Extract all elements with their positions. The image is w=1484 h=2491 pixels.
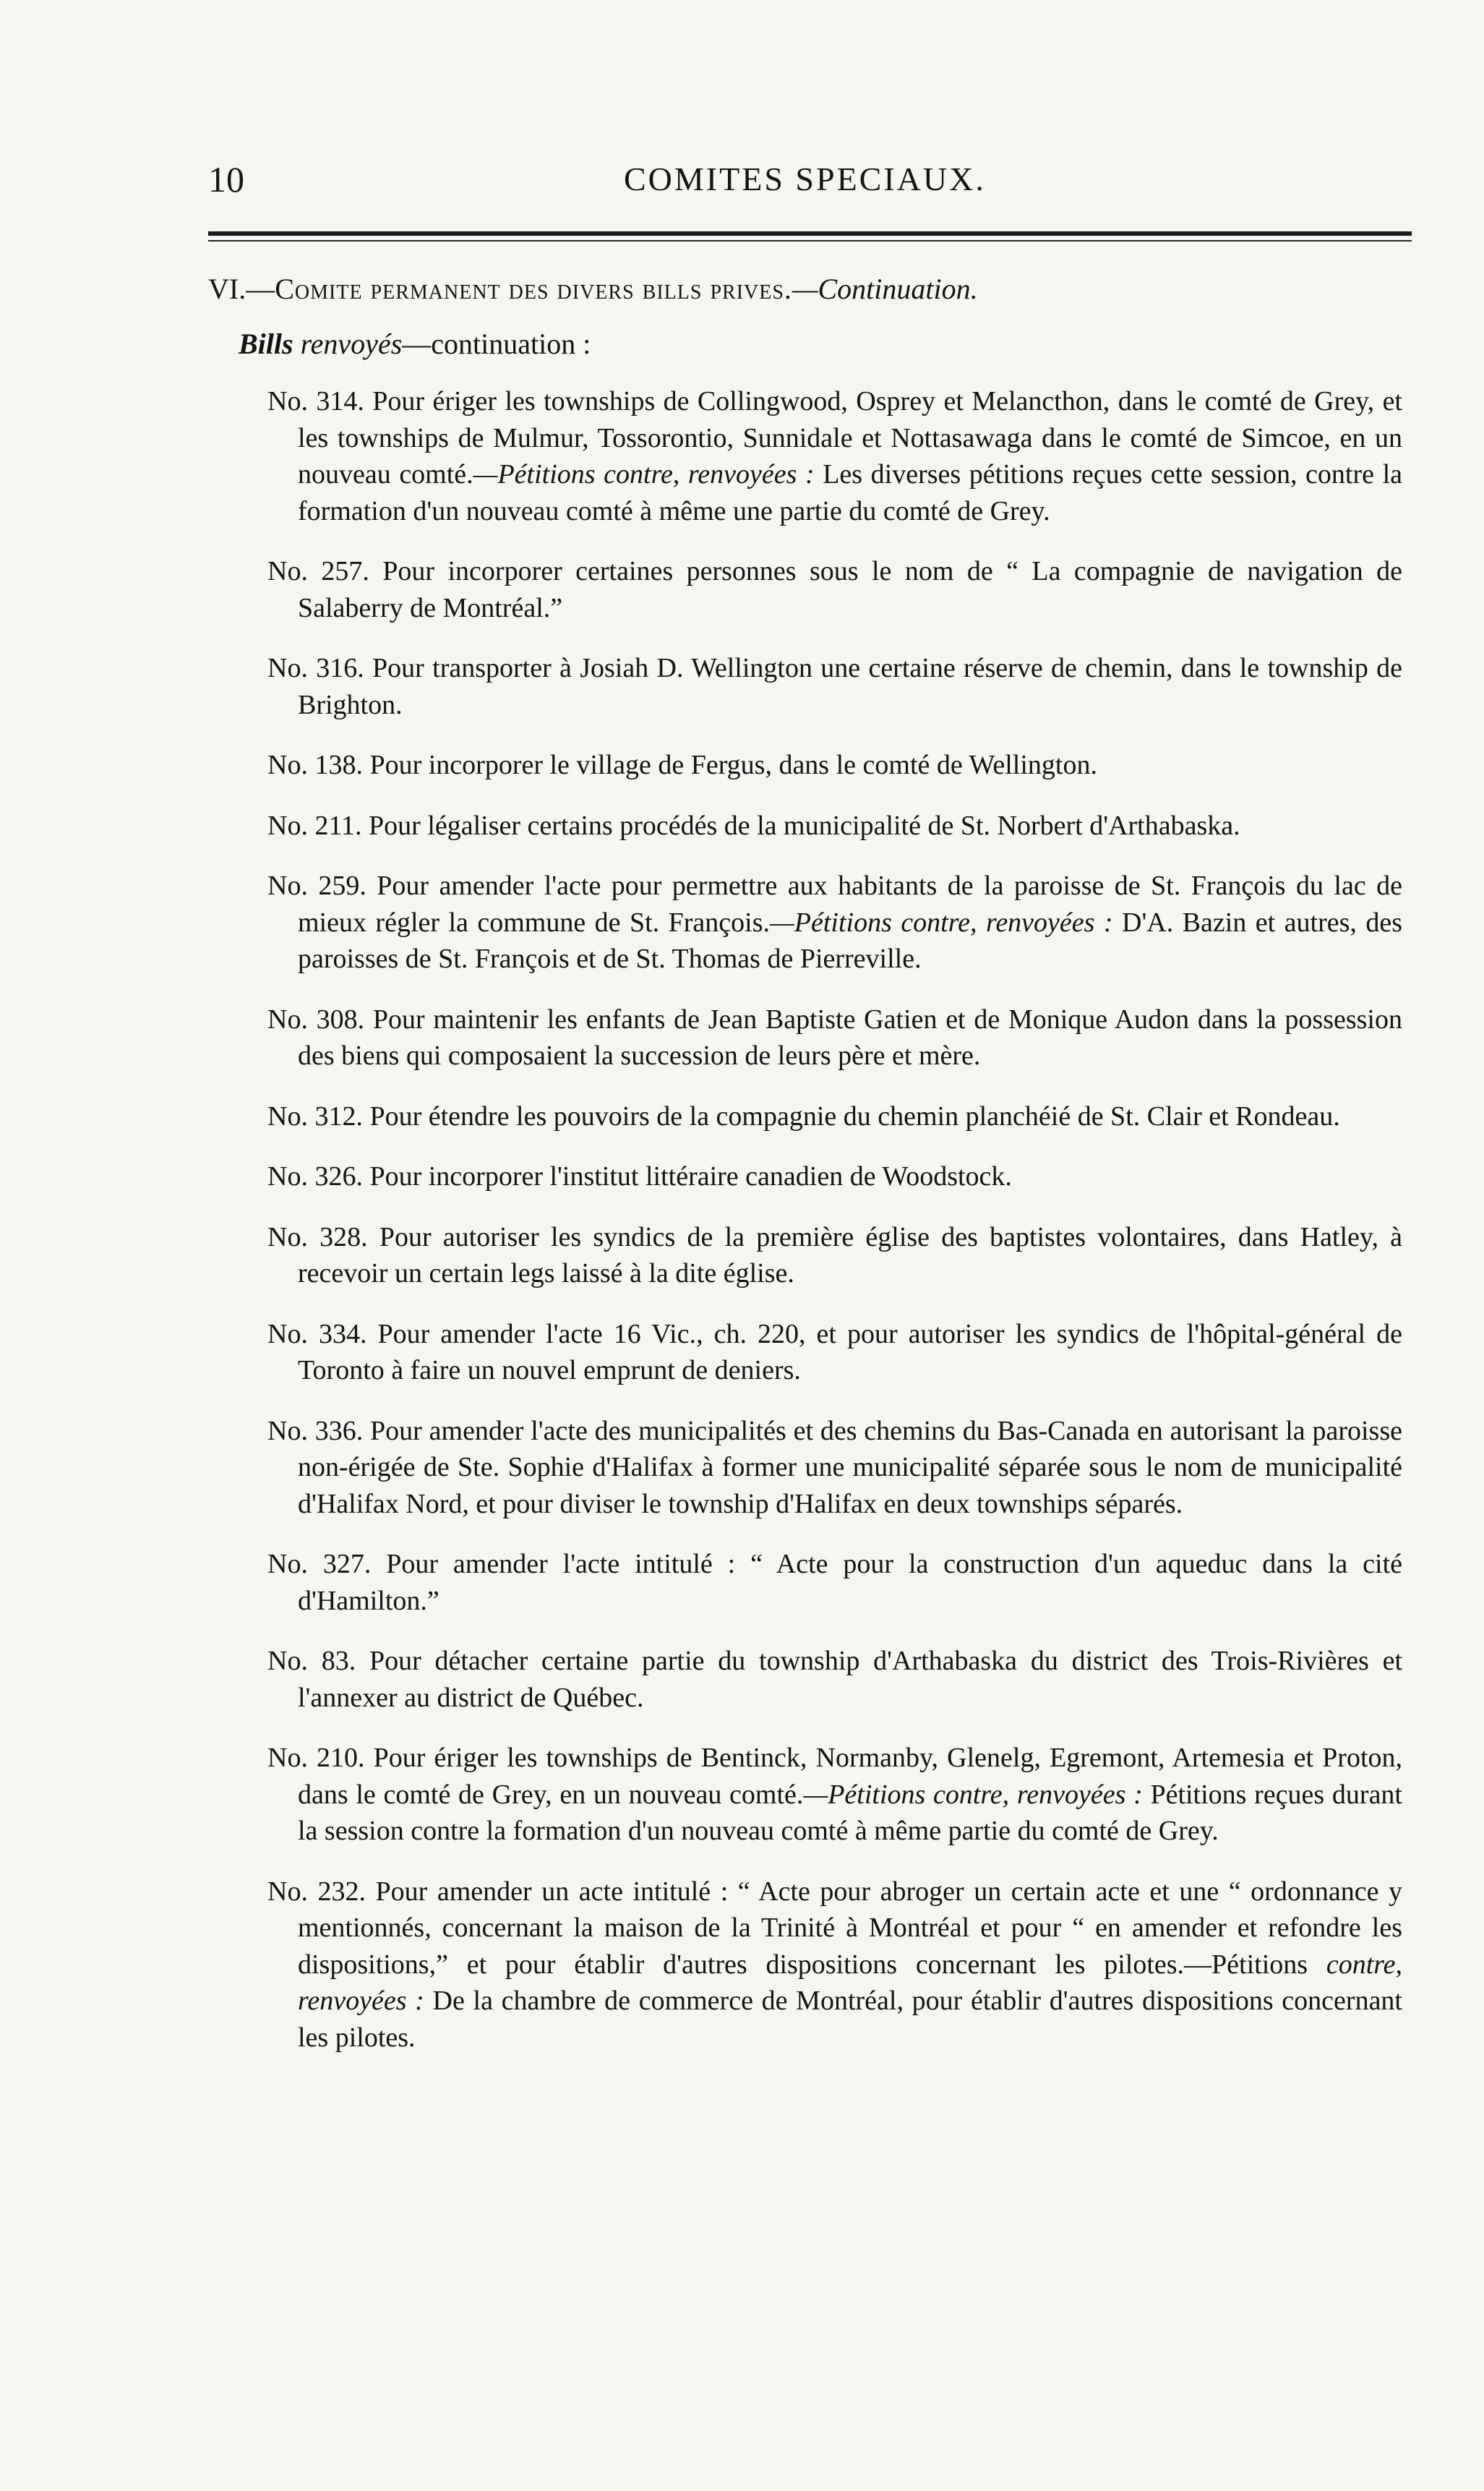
bill-number: No. 83. (267, 1646, 356, 1676)
subheading (239, 324, 591, 364)
bill-number: No. 259. (267, 871, 366, 901)
bill-number: No. 138. (267, 750, 363, 780)
bill-entry (267, 808, 1402, 845)
page-header (208, 158, 1401, 208)
bill-entry (267, 1316, 1402, 1389)
bill-text: Pour maintenir les enfants de Jean Baptiste Gatien et de Monique Audon dans la possession des biens qui composaient la succession de leurs père et mère. (298, 1004, 1402, 1071)
petition-label: —Pétitions contre, renvoyées : (473, 459, 815, 490)
bill-entry (267, 1158, 1402, 1195)
bill-number: No. 316. (267, 653, 364, 683)
bill-text: Pour amender l'acte des municipalités et des chemins du Bas-Canada en autorisant la paroisse non-érigée de Ste. Sophie d'Halifax à former une municipalité séparée sous le nom de municipalité d'Halifax Nord, et pour diviser le township d'Halifax en deux townships séparés. (298, 1415, 1402, 1519)
bill-text: Pour étendre les pouvoirs de la compagnie du chemin planchéié de St. Clair et Rondeau. (362, 1101, 1340, 1132)
bill-entry (267, 868, 1402, 978)
bill-text: Pour amender l'acte pour permettre aux habitants de la paroisse de St. François du lac de mieux régler la commune de St. François. (298, 871, 1402, 938)
bill-entry (267, 747, 1402, 784)
bill-text: Pour incorporer l'institut littéraire canadien de Woodstock. (362, 1161, 1012, 1192)
bill-entry (267, 650, 1402, 723)
section-continuation: —Continuation. (792, 273, 978, 305)
subheading-bills: Bills (239, 328, 293, 360)
petition-label: —Pétitions contre, renvoyées : (803, 1779, 1143, 1810)
running-title: COMITES SPECIAUX. (624, 161, 986, 197)
bill-text: Pour amender l'acte intitulé : “ Acte pour la construction d'un aqueduc dans la cité d'Hamilton.” (298, 1549, 1402, 1616)
section-title: Comite permanent des divers bills prives. (275, 273, 792, 305)
bill-entry (267, 1546, 1402, 1619)
subheading-continuation: —continuation : (402, 328, 591, 360)
bill-text: Pour détacher certaine partie du township d'Arthabaska du district des Trois-Rivières et l'annexer au district de Québec. (298, 1646, 1402, 1713)
bill-entry (267, 1219, 1402, 1292)
bill-number: No. 210. (267, 1743, 365, 1773)
bill-text: Pour amender un acte intitulé : “ Acte pour abroger un certain acte et une “ ordonnance y mentionnés, concernant la maison de la Trinité à Montréal et pour “ en amender et refondre les dispositions,” et pour établir d'autres dispositions concernant les pilotes.—Pétitions (298, 1876, 1402, 1980)
petition-label: —Pétitions contre, renvoyées : (769, 907, 1113, 938)
bill-text: Pétitions reçues durant la session contre la formation d'un nouveau comté à même partie du comté de Grey. (298, 1779, 1402, 1846)
bill-text: Les diverses pétitions reçues cette session, contre la formation d'un nouveau comté à même une partie du comté de Grey. (298, 459, 1402, 526)
header-rule-thin (208, 240, 1412, 242)
bill-number: No. 312. (267, 1101, 363, 1132)
bill-text: Pour autoriser les syndics de la première église des baptistes volontaires, dans Hatley, à recevoir un certain legs laissé à la dite église. (298, 1221, 1402, 1289)
bill-entry (267, 1873, 1402, 2056)
bill-text: D'A. Bazin et autres, des paroisses de St. François et de St. Thomas de Pierreville. (298, 907, 1402, 974)
bill-text: De la chambre de commerce de Montréal, pour établir d'autres dispositions concernant les pilotes. (298, 1986, 1402, 2053)
bill-number: No. 211. (267, 810, 362, 841)
bill-text: Pour transporter à Josiah D. Wellington une certaine réserve de chemin, dans le township de Brighton. (298, 653, 1402, 720)
bill-text: Pour amender l'acte 16 Vic., ch. 220, et pour autoriser les syndics de l'hôpital-général de Toronto à faire un nouvel emprunt de deniers. (298, 1318, 1402, 1385)
bill-entry (267, 1098, 1402, 1135)
bill-text: Pour ériger les townships de Bentinck, Normanby, Glenelg, Egremont, Artemesia et Proton, dans le comté de Grey, en un nouveau comté. (298, 1743, 1402, 1810)
subheading-renvoyes: renvoyés (293, 328, 403, 360)
page-number: 10 (208, 159, 244, 200)
bill-entries-list (267, 383, 1402, 2080)
bill-entry (267, 1413, 1402, 1523)
bill-number: No. 336. (267, 1415, 364, 1446)
bill-number: No. 257. (267, 556, 369, 586)
bill-number: No. 308. (267, 1004, 365, 1035)
bill-text: Pour incorporer le village de Fergus, dans le comté de Wellington. (362, 750, 1097, 780)
bill-text: Pour légaliser certains procédés de la municipalité de St. Norbert d'Arthabaska. (361, 810, 1240, 841)
petition-label: contre, renvoyées : (298, 1949, 1402, 2016)
bill-number: No. 328. (267, 1221, 368, 1252)
header-rule-thick (208, 231, 1412, 236)
bill-entry (267, 1001, 1402, 1074)
section-number: VI.— (208, 273, 275, 305)
bill-number: No. 334. (267, 1318, 367, 1349)
bill-number: No. 232. (267, 1876, 366, 1907)
bill-text: Pour ériger les townships de Collingwood, Osprey et Melancthon, dans le comté de Grey, et les townships de Mulmur, Tossorontio, Sunnidale et Nottasawaga dans le comté de Simcoe, en un nouveau comté. (298, 386, 1402, 490)
bill-entry (267, 1643, 1402, 1716)
bill-entry (267, 553, 1402, 626)
bill-number: No. 327. (267, 1549, 372, 1579)
bill-number: No. 314. (267, 386, 364, 416)
bill-number: No. 326. (267, 1161, 363, 1192)
section-heading (208, 269, 1408, 309)
bill-entry (267, 1740, 1402, 1850)
bill-text: Pour incorporer certaines personnes sous le nom de “ La compagnie de navigation de Salaberry de Montréal.” (298, 556, 1402, 623)
bill-entry (267, 383, 1402, 529)
